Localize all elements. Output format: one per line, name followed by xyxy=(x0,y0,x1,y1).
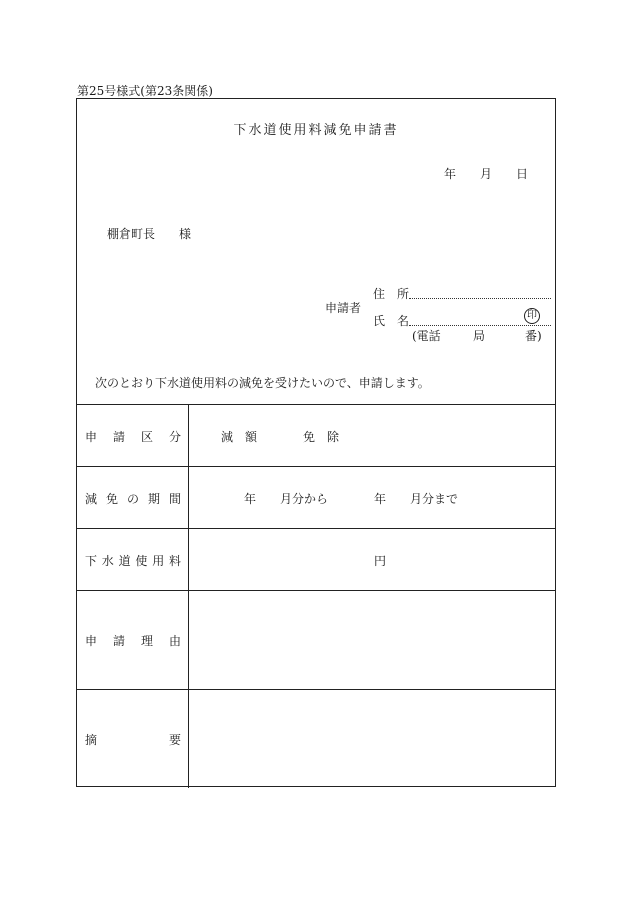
label-char: 由 xyxy=(168,634,181,648)
option-reduction[interactable]: 減 額 xyxy=(221,430,258,444)
address-label-char: 所 xyxy=(397,287,410,301)
date-month-label: 月 xyxy=(480,167,493,181)
name-field-line[interactable] xyxy=(409,325,551,326)
label-char: 免 xyxy=(105,492,118,506)
addressee-name: 棚倉町長 xyxy=(107,227,156,241)
date-year-label: 年 xyxy=(444,167,457,181)
period-from-year: 年 xyxy=(244,492,257,506)
label-char: 間 xyxy=(168,492,181,506)
label-char: 使 xyxy=(135,554,148,568)
name-label-char: 名 xyxy=(397,314,410,328)
phone-open-label: (電話 xyxy=(412,329,441,343)
row-label-remarks xyxy=(77,731,188,748)
label-char: 請 xyxy=(112,634,125,648)
label-char: 請 xyxy=(112,430,125,444)
period-to-year: 年 xyxy=(374,492,387,506)
application-form xyxy=(76,98,556,787)
row-label-reason xyxy=(77,632,188,649)
label-char: 用 xyxy=(152,554,165,568)
label-char: 減 xyxy=(85,492,98,506)
label-char: 要 xyxy=(168,733,181,747)
label-char: 理 xyxy=(140,634,153,648)
divider xyxy=(77,466,555,467)
label-char: 水 xyxy=(101,554,114,568)
form-number: 第25号様式(第23条関係) xyxy=(77,84,213,98)
name-label-char: 氏 xyxy=(373,314,386,328)
period-to-month: 月分まで xyxy=(410,492,459,506)
option-exemption[interactable]: 免 除 xyxy=(303,430,340,444)
label-char: 料 xyxy=(168,554,181,568)
divider xyxy=(77,528,555,529)
fee-unit: 円 xyxy=(374,554,387,568)
row-label-fee xyxy=(77,552,188,569)
label-char: 申 xyxy=(85,430,98,444)
phone-number-label: 番) xyxy=(525,329,542,343)
reason-field[interactable] xyxy=(189,591,555,688)
phone-office-label: 局 xyxy=(473,329,486,343)
row-label-application-type xyxy=(77,428,188,445)
label-char: 期 xyxy=(147,492,160,506)
addressee-honorific: 様 xyxy=(179,227,192,241)
seal-mark: 印 xyxy=(524,308,540,324)
label-char: 道 xyxy=(118,554,131,568)
date-day-label: 日 xyxy=(516,167,529,181)
label-char: 摘 xyxy=(85,733,98,747)
application-statement: 次のとおり下水道使用料の減免を受けたいので、申請します。 xyxy=(95,376,430,390)
label-char: 分 xyxy=(168,430,181,444)
form-title: 下水道使用料減免申請書 xyxy=(233,123,399,138)
label-char: 区 xyxy=(140,430,153,444)
label-char: の xyxy=(126,492,139,506)
label-char: 申 xyxy=(85,634,98,648)
divider xyxy=(77,404,555,405)
row-label-period xyxy=(77,490,188,507)
address-field-line[interactable] xyxy=(409,298,551,299)
period-from-month: 月分から xyxy=(280,492,329,506)
remarks-field[interactable] xyxy=(189,690,555,786)
applicant-label: 申請者 xyxy=(325,301,362,315)
label-char: 下 xyxy=(85,554,98,568)
address-label-char: 住 xyxy=(373,287,386,301)
